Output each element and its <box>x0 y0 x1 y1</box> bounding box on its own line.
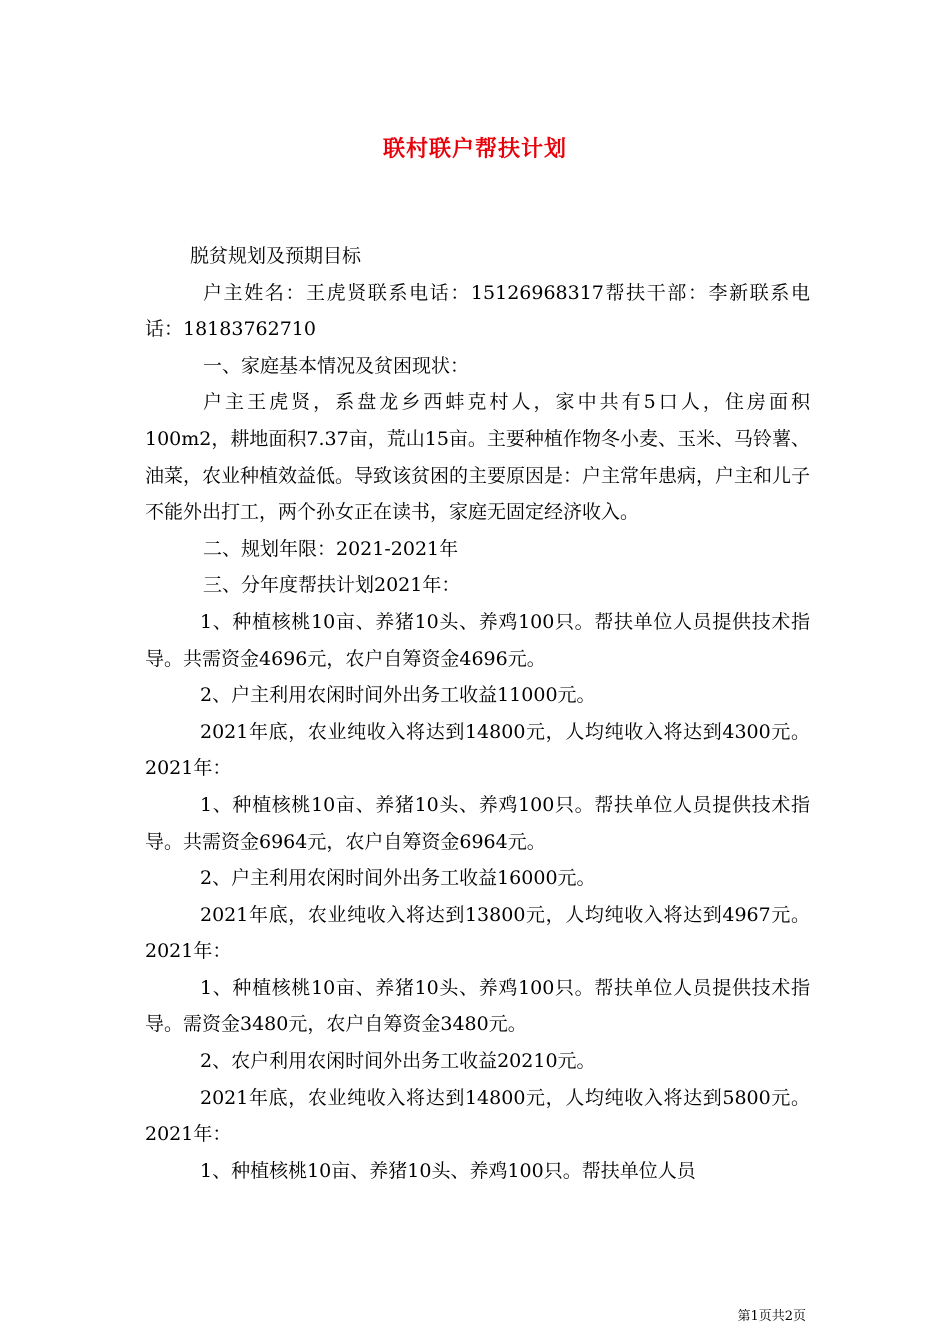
paragraph-year3-planting: 1、种植核桃10亩、养猪10头、养鸡100只。帮扶单位人员提供技术指导。需资金3480元，农户自筹资金3480元。 <box>145 976 810 1036</box>
paragraph-goal-heading: 脱贫规划及预期目标 <box>190 245 362 267</box>
paragraph-year1-income: 2021年底，农业纯收入将达到14800元，人均纯收入将达到4300元。2021年： <box>145 720 810 780</box>
paragraph-family-situation: 户主王虎贤，系盘龙乡西蚌克村人，家中共有5口人，住房面积100m2，耕地面积7.37亩，荒山15亩。主要种植作物冬小麦、玉米、马铃薯、油菜，农业种植效益低。导致该贫困的主要原因是：户主常年患病，户主和儿子不能外出打工，两个孙女正在读书，家庭无固定经济收入。 <box>145 391 811 524</box>
paragraph-year2-planting: 1、种植核桃10亩、养猪10头、养鸡100只。帮扶单位人员提供技术指导。共需资金6964元，农户自筹资金6964元。 <box>145 793 810 853</box>
paragraph-plan-period: 二、规划年限：2021-2021年 <box>203 537 459 560</box>
paragraph-section-one-heading: 一、家庭基本情况及贫困现状： <box>203 354 470 377</box>
paragraph-annual-plan-heading: 三、分年度帮扶计划2021年： <box>203 574 461 597</box>
paragraph-year3-labor: 2、农户利用农闲时间外出务工收益20210元。 <box>200 1050 596 1073</box>
paragraph-year1-labor: 2、户主利用农闲时间外出务工收益11000元。 <box>200 684 596 707</box>
document-title: 联村联户帮扶计划 <box>382 136 567 162</box>
paragraph-year3-income: 2021年底，农业纯收入将达到14800元，人均纯收入将达到5800元。2021年： <box>145 1086 810 1146</box>
paragraph-contact-info: 户主姓名：王虎贤联系电话：15126968317帮扶干部：李新联系电话：18183762710 <box>145 281 810 341</box>
page-number: 第1页共2页 <box>737 1309 806 1324</box>
paragraph-year2-income: 2021年底，农业纯收入将达到13800元，人均纯收入将达到4967元。2021年： <box>145 903 810 963</box>
paragraph-year4-planting: 1、种植核桃10亩、养猪10头、养鸡100只。帮扶单位人员 <box>200 1159 696 1182</box>
document-body <box>145 238 810 1189</box>
paragraph-year2-labor: 2、户主利用农闲时间外出务工收益16000元。 <box>200 867 596 890</box>
paragraph-year1-planting: 1、种植核桃10亩、养猪10头、养鸡100只。帮扶单位人员提供技术指导。共需资金4696元，农户自筹资金4696元。 <box>145 610 810 670</box>
